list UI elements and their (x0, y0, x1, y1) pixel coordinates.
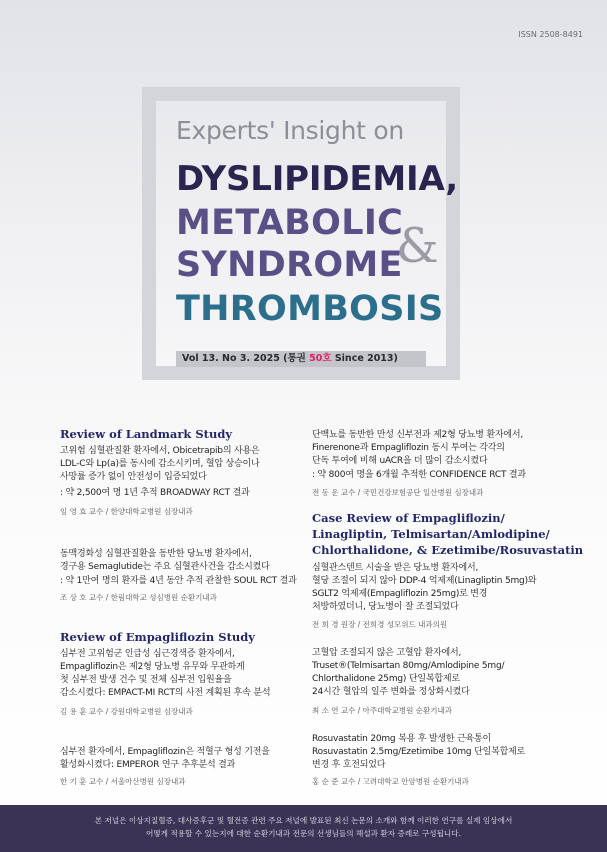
title-experts-insight: Experts' Insight on (176, 116, 404, 145)
article-line: LDL-C와 Lp(a)를 동시에 감소시키며, 혈압 상승이나 (60, 459, 260, 469)
article-line: 처방하였더니, 당뇨병이 잘 조절되었다 (312, 602, 459, 612)
article-line: : 약 800여 명을 6개월 추적한 CONFIDENCE RCT 결과 (312, 470, 526, 480)
article-line: 혈당 조절이 되지 않아 DDP-4 억제제(Linagliptin 5mg)와 (312, 576, 537, 586)
article-line: 고혈압 조절되지 않은 고혈압 환자에서, (312, 648, 462, 658)
title-dyslipidemia: DYSLIPIDEMIA, (176, 159, 458, 199)
article-line: 동맥경화성 심혈관질환을 동반한 당뇨병 환자에서, (60, 549, 252, 559)
article-line: Truset®(Telmisartan 80mg/Amlodipine 5mg/ (312, 661, 505, 671)
volume-post: Since 2013) (331, 353, 398, 364)
article-author: 김 용 훈 교수 / 강원대학교병원 심장내과 (60, 707, 193, 716)
article-line: 단독 투여에 비해 uACR을 더 많이 감소시켰다 (312, 456, 488, 466)
article-line: : 약 1만여 명의 환자를 4년 동안 추적 관찰한 SOUL RCT 결과 (60, 576, 297, 586)
article-line: 사망률 증가 없이 안전성이 입증되었다 (60, 472, 207, 482)
article-line: Empagliflozin은 제2형 당뇨병 유무와 무관하게 (60, 662, 245, 672)
section-title-case-review: Linagliptin, Telmisartan/Amlodipine/ (312, 527, 550, 541)
article-line: 감소시켰다: EMPACT-MI RCT의 사전 계획된 후속 분석 (60, 688, 271, 698)
article-line: SGLT2 억제제(Empagliflozin 25mg)로 변경 (312, 589, 488, 599)
article-line: 심혈관스텐트 시술을 받은 당뇨병 환자에서, (312, 563, 479, 573)
title-metabolic: METABOLIC (176, 203, 404, 243)
article-line: 심부전 고위험군 인급성 심근경색증 환자에서, (60, 649, 235, 659)
footer-banner (0, 805, 607, 852)
volume-issue-label (176, 351, 426, 367)
article-line: Rosuvastatin 20mg 복용 후 발생한 근육통이 (312, 734, 492, 744)
article-author: 임 영 효 교수 / 한양대학교병원 심장내과 (60, 507, 193, 516)
article-line: Finerenone과 Empagliflozin 동시 투여는 각각의 (312, 443, 505, 453)
article-line: Rosuvastatin 2.5mg/Ezetimibe 10mg 단일복합제로 (312, 747, 526, 757)
article-line: 24시간 혈압의 일주 변화를 정상화시켰다 (312, 687, 470, 697)
article-author: 조 상 호 교수 / 한림대학교 성심병원 순환기내과 (60, 593, 217, 602)
footer-line: 본 저널은 이상지질혈증, 대사증후군 및 혈전증 관련 주요 저널에 발표된 최신 논문의 소개와 함께 이러한 연구를 실제 임상에서 (94, 816, 513, 825)
article-author: 한 기 훈 교수 / 서울아산병원 심장내과 (60, 777, 186, 786)
article-author: 최 소 연 교수 / 아주대학교병원 순환기내과 (312, 706, 452, 715)
volume-pre: Vol 13. No 3. 2025 (통권 (182, 353, 310, 364)
section-title-case-review: Chlorthalidone, & Ezetimibe/Rosuvastatin (312, 543, 584, 557)
issn-number: ISSN 2508-8491 (518, 30, 583, 39)
article-line: 변경 후 호전되었다 (312, 760, 386, 770)
article-line: 활성화시켰다: EMPEROR 연구 추후분석 결과 (60, 760, 236, 770)
article-line: 고위험 심혈관질환 환자에서, Obicetrapib의 사용은 (60, 446, 260, 456)
article-line: Chlorthalidone 25mg) 단일복합제로 (312, 674, 460, 684)
article-author: 전 동 운 교수 / 국민건강보험공단 일산병원 심장내과 (312, 488, 484, 497)
article-author: 전 희 경 원장 / 전희경 성모위드 내과의원 (312, 620, 448, 629)
title-thrombosis: THROMBOSIS (176, 289, 444, 329)
article-line: 경구용 Semaglutide는 주요 심혈관사건을 감소시켰다 (60, 562, 270, 572)
title-syndrome: SYNDROME (176, 245, 403, 285)
section-title-empagliflozin: Review of Empagliflozin Study (60, 630, 255, 644)
article-author: 홍 순 준 교수 / 고려대학교 안암병원 순환기내과 (312, 777, 469, 786)
section-title-landmark: Review of Landmark Study (60, 427, 233, 441)
article-line: : 약 2,500여 명 1년 추적 BROADWAY RCT 결과 (60, 488, 250, 498)
article-line: 심부전 환자에서, Empagliflozin은 적혈구 형성 기전을 (60, 747, 270, 757)
footer-line: 어떻게 적용할 수 있는지에 대한 순환기내과 전문의 선생님들의 해설과 환자 증례로 구성됩니다. (145, 829, 462, 838)
title-ampersand: & (396, 218, 439, 274)
article-line: 단백뇨를 동반한 만성 신부전과 제2형 당뇨병 환자에서, (312, 430, 524, 440)
section-title-case-review: Case Review of Empagliflozin/ (312, 511, 505, 525)
article-line: 첫 심부전 발생 건수 및 전체 심부전 입원율을 (60, 675, 232, 685)
volume-accent: 50호 (309, 353, 332, 364)
